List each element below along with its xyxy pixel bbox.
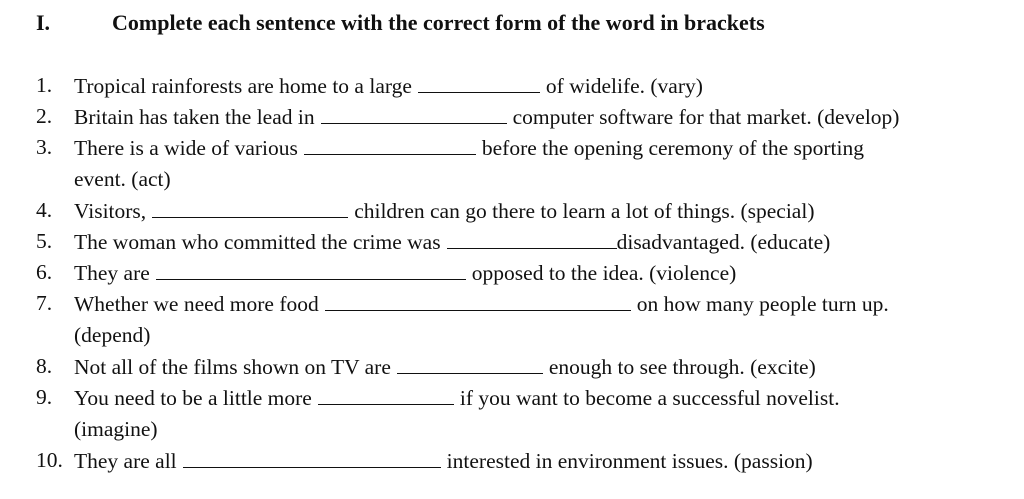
item-text-after: disadvantaged. (educate) — [616, 230, 831, 254]
item-text-after: opposed to the idea. (violence) — [471, 261, 737, 285]
item-number: 10. — [36, 448, 63, 472]
section-number: I. — [36, 10, 51, 35]
item-number: 1. — [36, 73, 53, 97]
item-text-before: They are all — [74, 449, 177, 473]
exercise-item-7 — [36, 288, 1016, 318]
item-text-after: computer software for that market. (develop) — [512, 105, 900, 129]
exercise-item-2 — [36, 101, 1016, 131]
item-text-before: Tropical rainforests are home to a large — [74, 74, 412, 98]
item-text-after: before the opening ceremony of the sporting — [481, 136, 864, 160]
item-text-after: children can go there to learn a lot of things. (special) — [354, 199, 815, 223]
answer-blank[interactable] — [325, 288, 631, 311]
item-text-after: enough to see through. (excite) — [548, 355, 816, 379]
item-text-before: They are — [74, 261, 150, 285]
answer-blank[interactable] — [152, 195, 348, 218]
item-number: 7. — [36, 291, 53, 315]
item-text-after: interested in environment issues. (passion) — [446, 449, 813, 473]
item-text-before: Britain has taken the lead in — [74, 105, 315, 129]
exercise-item-5 — [36, 226, 1016, 256]
exercise-item-6 — [36, 257, 1016, 287]
item-number: 5. — [36, 229, 53, 253]
item-text-before: There is a wide of various — [74, 136, 298, 160]
item-number: 8. — [36, 354, 53, 378]
item-number: 9. — [36, 385, 53, 409]
exercise-item-9 — [36, 382, 1016, 412]
item-continuation: (imagine) — [74, 417, 158, 441]
answer-blank[interactable] — [183, 445, 441, 468]
item-text-after: on how many people turn up. — [636, 292, 889, 316]
answer-blank[interactable] — [156, 257, 466, 280]
item-number: 3. — [36, 135, 53, 159]
exercise-item-3-continued — [36, 164, 1016, 194]
item-text-before: Visitors, — [74, 199, 147, 223]
item-text-after: of widelife. (vary) — [545, 74, 703, 98]
answer-blank[interactable] — [447, 226, 617, 249]
answer-blank[interactable] — [318, 382, 454, 405]
exercise-item-1 — [36, 70, 1016, 100]
item-number: 6. — [36, 260, 53, 284]
exercise-item-9-continued — [36, 414, 1016, 444]
item-text-before: Not all of the films shown on TV are — [74, 355, 391, 379]
item-continuation: (depend) — [74, 323, 151, 347]
item-text-before: Whether we need more food — [74, 292, 319, 316]
item-text-after: if you want to become a successful novelist. — [459, 386, 840, 410]
item-number: 4. — [36, 198, 53, 222]
answer-blank[interactable] — [321, 101, 507, 124]
answer-blank[interactable] — [418, 70, 540, 93]
exercise-item-8 — [36, 351, 1016, 381]
item-continuation: event. (act) — [74, 167, 171, 191]
answer-blank[interactable] — [304, 132, 476, 155]
answer-blank[interactable] — [397, 351, 543, 374]
item-text-before: You need to be a little more — [74, 386, 312, 410]
exercise-item-7-continued — [36, 320, 1016, 350]
section-title: Complete each sentence with the correct form of the word in brackets — [112, 10, 765, 35]
item-number: 2. — [36, 104, 53, 128]
item-text-before: The woman who committed the crime was — [74, 230, 441, 254]
exercise-item-3 — [36, 132, 1016, 162]
exercise-item-4 — [36, 195, 1016, 225]
exercise-item-10 — [36, 445, 1016, 475]
